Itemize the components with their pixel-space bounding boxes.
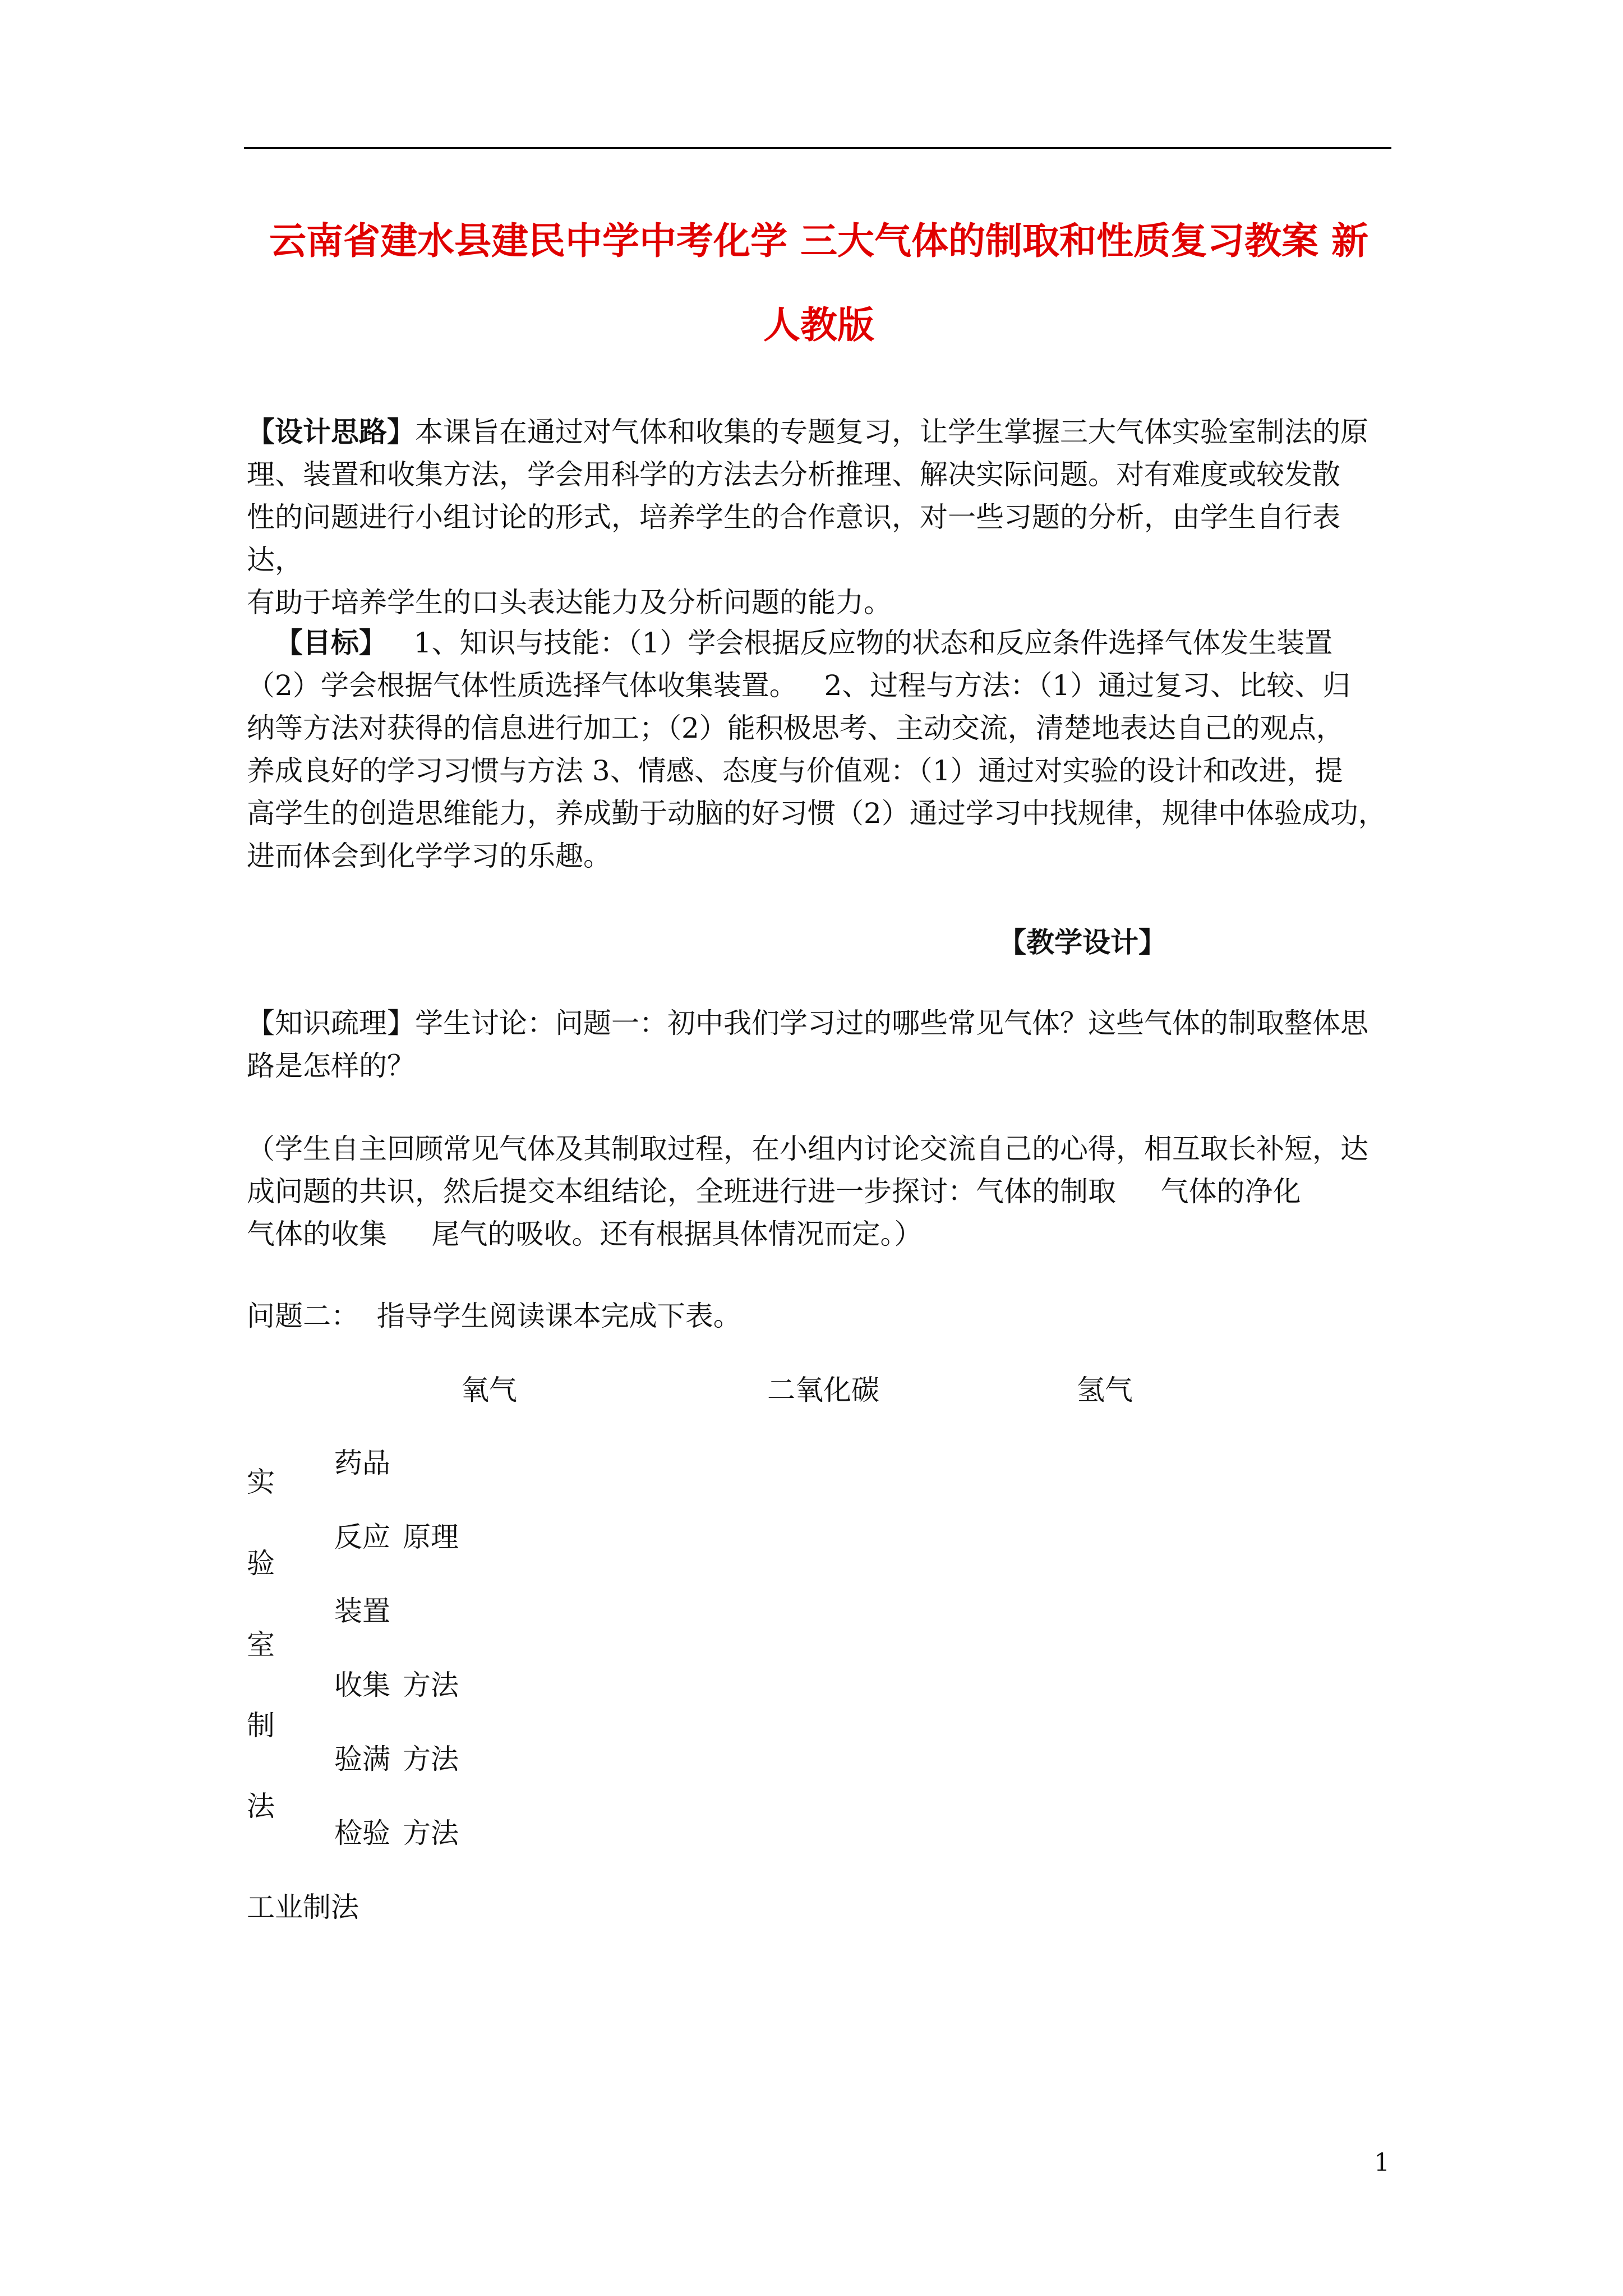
row-label-collection-method: 收集 方法 [334, 1669, 459, 1701]
vertical-label-char: 法 [247, 1790, 275, 1823]
title-line-1: 云南省建水县建民中学中考化学 三大气体的制取和性质复习教案 新 [269, 219, 1368, 263]
goal-paragraph [247, 622, 1391, 877]
column-header-hydrogen: 氢气 [1077, 1374, 1133, 1406]
column-header-oxygen: 氧气 [461, 1374, 517, 1406]
row-label-industrial-method: 工业制法 [247, 1891, 359, 1924]
title-line-2: 人教版 [763, 303, 874, 347]
vertical-label-char: 制 [247, 1709, 275, 1742]
design-line-4: 有助于培养学生的口头表达能力及分析问题的能力。 [247, 586, 892, 619]
row-label-apparatus: 装置 [334, 1595, 390, 1627]
goal-line-3: 纳等方法对获得的信息进行加工；（2）能积极思考、主动交流，清楚地表达自己的观点， [247, 712, 1344, 744]
vertical-label-char: 实 [247, 1466, 275, 1498]
knowledge-line-1: 【知识疏理】学生讨论：问题一：初中我们学习过的哪些常见气体？这些气体的制取整体思 [247, 1007, 1368, 1039]
page-number: 1 [1374, 2148, 1390, 2177]
goal-line-1: 【目标】 1、知识与技能：（1）学会根据反应物的状态和反应条件选择气体发生装置 [275, 626, 1333, 659]
goal-label: 【目标】 [275, 626, 387, 659]
goal-line-4: 养成良好的学习习惯与方法 3、情感、态度与价值观：（1）通过对实验的设计和改进，提 [247, 754, 1343, 787]
design-line-1: 【设计思路】本课旨在通过对气体和收集的专题复习，让学生掌握三大气体实验室制法的原 [247, 415, 1368, 448]
knowledge-paragraph [247, 1002, 1391, 1087]
knowledge-line-2: 路是怎样的？ [247, 1050, 415, 1082]
discussion-line-2: 成问题的共识，然后提交本组结论，全班进行进一步探讨：气体的制取 气体的净化 [247, 1175, 1301, 1208]
header-rule [244, 147, 1391, 149]
row-label-reagent: 药品 [334, 1447, 390, 1479]
column-header-co2: 二氧化碳 [767, 1374, 879, 1406]
question-2: 问题二： 指导学生阅读课本完成下表。 [247, 1300, 741, 1332]
row-label-identification-method: 检验 方法 [334, 1817, 459, 1849]
plan-heading: 【教学设计】 [998, 926, 1166, 959]
design-line-2: 理、装置和收集方法，学会用科学的方法去分析推理、解决实际问题。对有难度或较发散 [247, 458, 1340, 491]
vertical-label-char: 验 [247, 1547, 275, 1580]
discussion-paragraph [247, 1128, 1391, 1255]
goal-line-2: （2）学会根据气体性质选择气体收集装置。 2、过程与方法：（1）通过复习、比较、归 [247, 669, 1351, 702]
design-line-3: 性的问题进行小组讨论的形式，培养学生的合作意识，对一些习题的分析，由学生自行表达， [247, 501, 1340, 576]
design-paragraph [247, 411, 1391, 624]
goal-line-6: 进而体会到化学学习的乐趣。 [247, 840, 611, 872]
goal-line-5: 高学生的创造思维能力，养成勤于动脑的好习惯（2）通过学习中找规律，规律中体验成功， [247, 797, 1386, 830]
discussion-line-1: （学生自主回顾常见气体及其制取过程，在小组内讨论交流自己的心得，相互取长补短，达 [247, 1133, 1368, 1165]
knowledge-label: 【知识疏理】 [247, 1007, 415, 1039]
discussion-line-3: 气体的收集 尾气的吸收。还有根据具体情况而定。） [247, 1218, 923, 1250]
row-label-reaction-principle: 反应 原理 [334, 1521, 459, 1553]
row-label-fullness-test: 验满 方法 [334, 1743, 459, 1775]
vertical-label-char: 室 [247, 1628, 275, 1661]
design-label: 【设计思路】 [247, 415, 415, 448]
